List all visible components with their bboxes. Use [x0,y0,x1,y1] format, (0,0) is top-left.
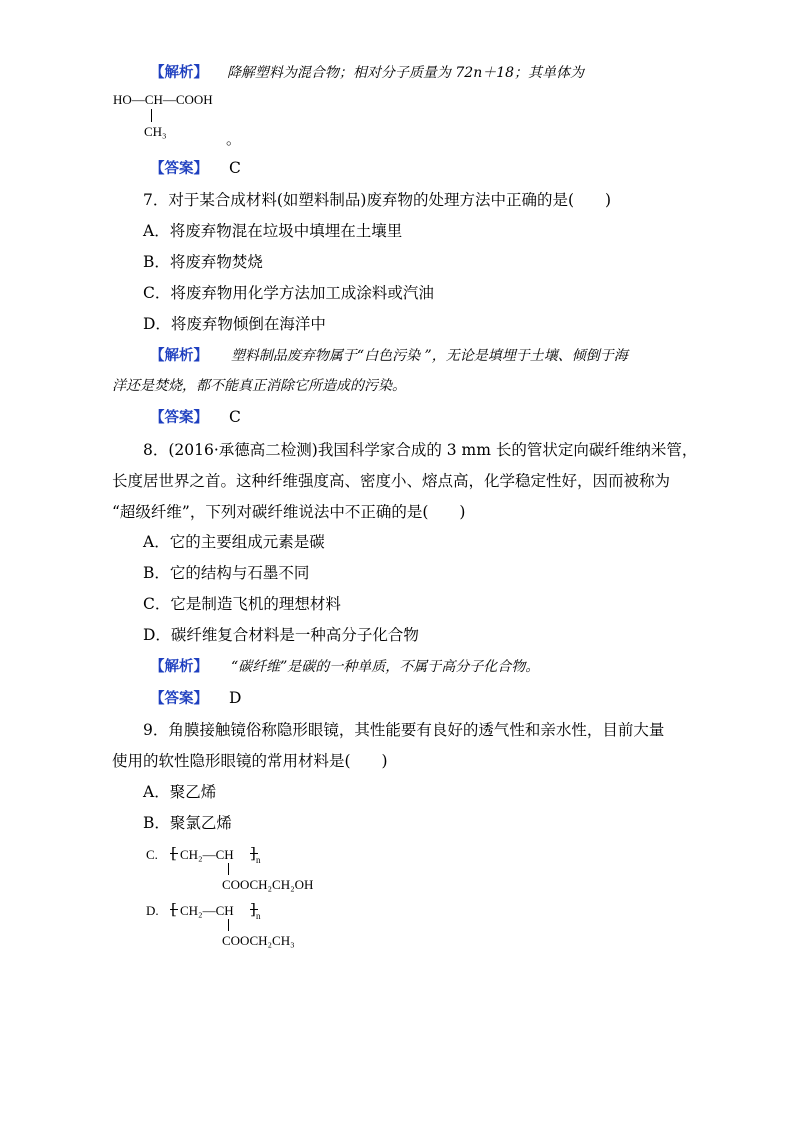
q8-analysis: “碳纤维”是碳的一种单质，不属于高分子化合物。 [230,659,540,675]
analysis-tag: 【解析】 [150,65,208,81]
q9-option-d-label: D. [146,903,159,918]
q7-answer: C [228,408,241,426]
q9-option-c-main: CH₂—CH [180,847,234,862]
q7-answer-tag: 【答案】 [150,410,208,426]
q8-option-b: B．它的结构与石墨不同 [143,564,310,582]
monomer-formula-main: HO—CH—COOH [113,92,213,107]
answer-value: C [228,159,241,177]
q9-option-d-right-bracket: ] [250,900,256,918]
q7-analysis-line1: 塑料制品废弃物属于“白色污染 ”，无论是填埋于土壤、倾倒于海 [230,348,628,364]
q9-option-c-bond-left [170,853,178,854]
q9-option-d-sub: COOCH₂CH₃ [222,933,295,948]
q7-option-c: C．将废弃物用化学方法加工成涂料或汽油 [143,284,434,302]
q7-option-a: A．将废弃物混在垃圾中填埋在土壤里 [143,222,403,240]
q8-stem-line2: 长度居世界之首。这种纤维强度高、密度小、熔点高，化学稳定性好，因而被称为 [112,472,671,490]
q8-option-d: D．碳纤维复合材料是一种高分子化合物 [143,626,419,644]
q9-option-d-main: CH₂—CH [180,903,234,918]
q8-answer: D [228,689,242,707]
q9-option-d-bond-left [170,909,178,910]
q9-option-d-n: n [256,911,261,921]
answer-tag: 【答案】 [150,161,208,177]
q7-option-d: D．将废弃物倾倒在海洋中 [143,315,326,333]
q9-option-c-bond [228,863,229,875]
analysis-text: 降解塑料为混合物；相对分子质量为 72n＋18；其单体为 [226,65,585,81]
q8-option-c: C．它是制造飞机的理想材料 [143,595,341,613]
q8-analysis-tag: 【解析】 [150,659,208,675]
q8-answer-tag: 【答案】 [150,691,208,707]
q9-option-d-bond [228,919,229,931]
q7-analysis-tag: 【解析】 [150,348,208,364]
q9-stem-line1: 9．角膜接触镜俗称隐形眼镜，其性能要有良好的透气性和亲水性，目前大量 [143,721,665,739]
q9-option-a: A．聚乙烯 [143,783,217,801]
q9-option-c-sub: COOCH₂CH₂OH [222,877,314,892]
monomer-bond [151,109,152,122]
q8-option-a: A．它的主要组成元素是碳 [143,533,325,551]
q7-stem: 7．对于某合成材料(如塑料制品)废弃物的处理方法中正确的是( ) [143,191,612,209]
q8-stem-line3: “超级纤维”，下列对碳纤维说法中不正确的是( ) [112,503,466,521]
q9-option-b: B．聚氯乙烯 [143,814,232,832]
q9-option-c-n: n [256,855,261,865]
q7-analysis-line2: 洋还是焚烧，都不能真正消除它所造成的污染。 [112,378,406,394]
period-mark: 。 [226,132,242,148]
q9-option-c-label: C. [146,847,158,862]
q8-stem-line1: 8．(2016·承德高二检测)我国科学家合成的 3 mm 长的管状定向碳纤维纳米管， [143,441,698,459]
q9-option-c-right-bracket: ] [250,844,256,862]
monomer-formula-sub: CH₃ [144,124,167,139]
q7-option-b: B．将废弃物焚烧 [143,253,263,271]
q9-stem-line2: 使用的软性隐形眼镜的常用材料是( ) [112,752,388,770]
